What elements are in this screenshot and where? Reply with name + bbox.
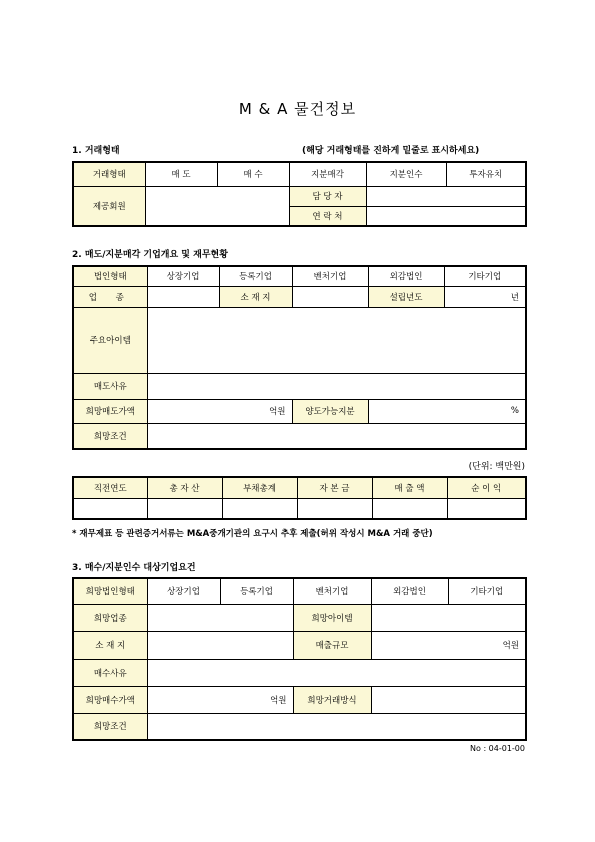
buy-reason-label: 매수사유	[73, 659, 147, 686]
deal-option-share-buy[interactable]: 지분인수	[366, 162, 446, 186]
fin-assets-field[interactable]	[147, 498, 222, 519]
target-condition-field[interactable]	[147, 713, 526, 740]
target-item-field[interactable]	[371, 604, 526, 631]
contact-field[interactable]	[366, 186, 526, 206]
target-industry-label: 희망업종	[73, 604, 147, 631]
phone-label: 연 락 처	[289, 206, 366, 226]
unit-note: (단위: 백만원)	[468, 462, 525, 472]
transferable-share-label: 양도가능지분	[292, 399, 368, 423]
target-item-label: 희망아이템	[293, 604, 371, 631]
target-corp-type-label: 희망법인형태	[73, 578, 147, 604]
financial-table	[72, 476, 527, 520]
deal-method-label: 희망거래방식	[293, 686, 371, 713]
deal-option-share-sell[interactable]: 지분매각	[289, 162, 366, 186]
fin-year-field[interactable]	[73, 498, 147, 519]
provider-label: 제공회원	[73, 186, 145, 226]
deal-option-investment[interactable]: 투자유치	[446, 162, 526, 186]
industry-label: 업 종	[73, 286, 147, 307]
target-location-label: 소 재 지	[73, 631, 147, 659]
phone-field[interactable]	[366, 206, 526, 226]
seller-overview-table	[72, 265, 527, 450]
transferable-share-field[interactable]: %	[368, 399, 526, 423]
target-corp-venture[interactable]: 벤처기업	[293, 578, 371, 604]
location-label: 소 재 지	[219, 286, 292, 307]
founded-label: 설립년도	[368, 286, 444, 307]
corp-type-listed[interactable]: 상장기업	[147, 266, 219, 286]
fin-net-income-field[interactable]	[447, 498, 526, 519]
fin-header-liabilities: 부채총계	[222, 477, 297, 498]
corp-type-other[interactable]: 기타기업	[444, 266, 526, 286]
location-field[interactable]	[292, 286, 368, 307]
target-corp-listed[interactable]: 상장기업	[147, 578, 220, 604]
target-condition-label: 희망조건	[73, 713, 147, 740]
target-corp-audited[interactable]: 외감법인	[371, 578, 448, 604]
contact-label: 담 당 자	[289, 186, 366, 206]
fin-capital-field[interactable]	[297, 498, 372, 519]
sell-price-field[interactable]: 억원	[147, 399, 292, 423]
founded-field[interactable]: 년	[444, 286, 526, 307]
buy-price-field[interactable]: 억원	[147, 686, 293, 713]
corp-type-audited[interactable]: 외감법인	[368, 266, 444, 286]
document-number: No : 04-01-00	[470, 744, 525, 753]
fin-sales-field[interactable]	[372, 498, 447, 519]
target-corp-registered[interactable]: 등록기업	[220, 578, 293, 604]
corp-type-label: 법인형태	[73, 266, 147, 286]
fin-header-net-income: 순 이 익	[447, 477, 526, 498]
fin-header-assets: 총 자 산	[147, 477, 222, 498]
corp-type-venture[interactable]: 벤처기업	[292, 266, 368, 286]
footnote: * 재무제표 등 관련증거서류는 M&A중개기관의 요구시 추후 제출(허위 작성시 M&A 거래 중단)	[72, 529, 433, 539]
target-sales-field[interactable]: 억원	[371, 631, 526, 659]
deal-method-field[interactable]	[371, 686, 526, 713]
sell-reason-label: 매도사유	[73, 373, 147, 399]
fin-header-sales: 매 출 액	[372, 477, 447, 498]
buy-price-label: 희망매수가액	[73, 686, 147, 713]
provider-field[interactable]	[145, 186, 289, 226]
target-sales-label: 매출규모	[293, 631, 371, 659]
page-title: M & A 물건정보	[238, 100, 357, 118]
deal-type-table	[72, 161, 527, 227]
main-item-field[interactable]	[147, 307, 526, 373]
industry-field[interactable]	[147, 286, 219, 307]
section-1-heading: 1. 거래형태	[72, 146, 120, 156]
section-2-heading: 2. 매도/지분매각 기업개요 및 재무현황	[72, 250, 228, 260]
target-corp-other[interactable]: 기타기업	[448, 578, 526, 604]
fin-liabilities-field[interactable]	[222, 498, 297, 519]
deal-option-buy[interactable]: 매 수	[217, 162, 289, 186]
fin-header-capital: 자 본 금	[297, 477, 372, 498]
buyer-requirements-table	[72, 577, 527, 741]
corp-type-registered[interactable]: 등록기업	[219, 266, 292, 286]
desired-condition-label: 희망조건	[73, 423, 147, 449]
main-item-label: 주요아이템	[73, 307, 147, 373]
buy-reason-field[interactable]	[147, 659, 526, 686]
deal-type-label: 거래형태	[73, 162, 145, 186]
fin-header-year: 직전연도	[73, 477, 147, 498]
desired-condition-field[interactable]	[147, 423, 526, 449]
section-1-hint: (해당 거래형태를 진하게 밑줄로 표시하세요)	[302, 146, 480, 156]
target-location-field[interactable]	[147, 631, 293, 659]
sell-reason-field[interactable]	[147, 373, 526, 399]
target-industry-field[interactable]	[147, 604, 293, 631]
sell-price-label: 희망매도가액	[73, 399, 147, 423]
deal-option-sell[interactable]: 매 도	[145, 162, 217, 186]
section-3-heading: 3. 매수/지분인수 대상기업요건	[72, 563, 196, 573]
